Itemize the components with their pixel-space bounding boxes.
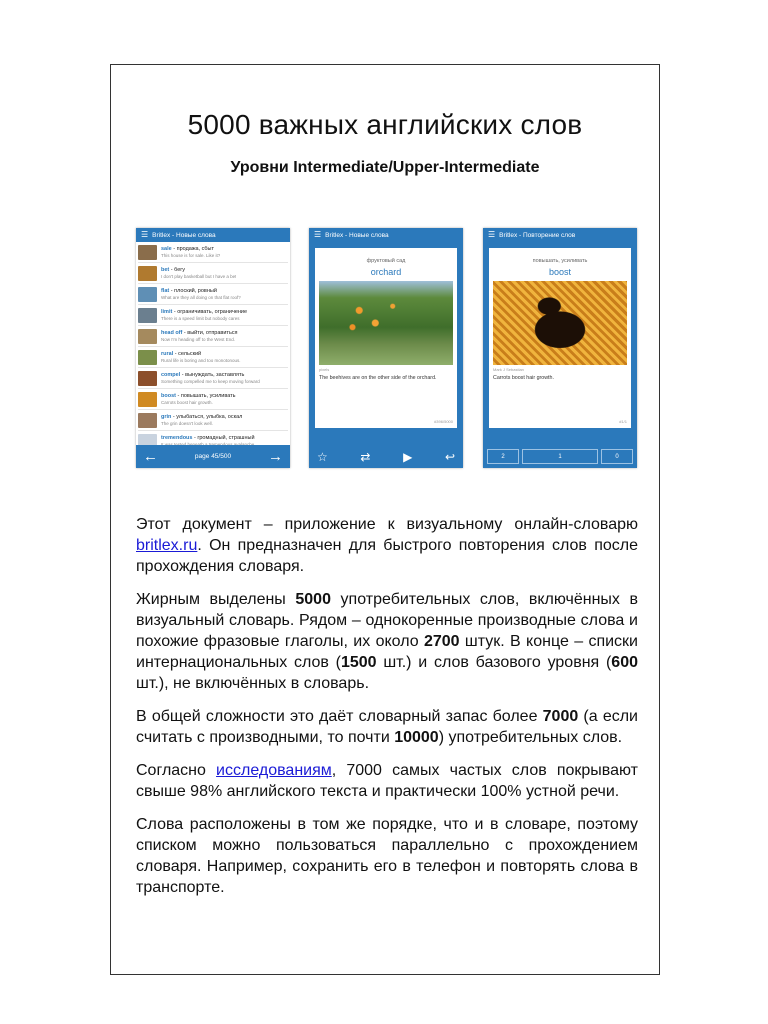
card-word: boost [548, 267, 572, 277]
list-item-text [161, 330, 238, 341]
word-translation: - вынуждать, заставлять [180, 372, 245, 379]
card-example: Carrots boost hair growth. [493, 375, 554, 381]
hamburger-icon: ☰ [141, 230, 149, 239]
list-item-word [161, 393, 236, 399]
paragraph-research [136, 760, 638, 802]
bold-number: 10000 [394, 729, 439, 746]
list-item-example: What are they all doing on that flat roof? [161, 294, 241, 300]
word-thumbnail [138, 350, 157, 365]
word: limit [161, 309, 173, 316]
arrow-right-icon[interactable]: → [268, 448, 283, 465]
app-header [136, 228, 290, 242]
list-item-text [161, 246, 220, 257]
text-span: , 7000 самых частых слов покрывают свыше 98% английского текста и практически 100% устной речи. [136, 762, 638, 800]
repeat-icon[interactable]: ⇄ [360, 449, 371, 464]
image-credit: pixels [319, 367, 330, 372]
card-area [309, 242, 463, 445]
word-translation: - бегу [169, 267, 186, 274]
list-item-text [161, 372, 260, 383]
card-number: #396/5000 [434, 419, 453, 424]
word-thumbnail [138, 371, 157, 386]
screenshot-word-list [136, 228, 290, 468]
card-translation: фруктовый сад [366, 258, 406, 264]
word-card [315, 248, 457, 428]
text-span: Жирным выделены [136, 591, 296, 608]
list-item-text [161, 414, 242, 425]
word: grin [161, 414, 172, 421]
text-span: (а если считать с производными, то почти [136, 708, 638, 746]
card-area [483, 242, 637, 445]
word-translation: - выйти, отправиться [182, 330, 238, 337]
document-title: 5000 важных английских слов [187, 109, 583, 140]
rating-button-2[interactable]: 2 [487, 449, 519, 464]
list-item-example: I don't play basketball but I have a bet [161, 273, 237, 279]
word: bet [161, 267, 170, 274]
star-icon[interactable]: ☆ [317, 449, 328, 464]
list-item[interactable] [138, 410, 288, 431]
list-item[interactable] [138, 389, 288, 410]
card-toolbar [309, 445, 463, 468]
bold-number: 1500 [340, 654, 377, 671]
card-word: orchard [370, 267, 402, 277]
list-item-text [161, 351, 241, 362]
image-credit: Mark J Sebastian [493, 367, 524, 372]
word: head off [161, 330, 183, 337]
word-thumbnail [138, 245, 157, 260]
app-header-title: Britlex - Новые слова [325, 231, 389, 239]
list-item-example: This house is for sale. Like it? [161, 252, 221, 258]
list-item-example: Carrots boost hair growth. [161, 399, 213, 405]
bold-number: 5000 [295, 591, 331, 608]
app-header [483, 228, 637, 242]
hamburger-icon: ☰ [314, 230, 322, 239]
word-translation: - плоский, ровный [169, 288, 217, 295]
word: flat [161, 288, 170, 295]
list-item-word [161, 414, 242, 420]
paragraph-vocabulary [136, 706, 638, 748]
word-translation: - ограничивать, ограничение [172, 309, 248, 316]
screenshot-review-card [483, 228, 637, 468]
research-link[interactable]: исследованиям [216, 762, 332, 779]
word: rural [161, 351, 174, 358]
play-icon[interactable]: ▶ [403, 449, 413, 464]
list-item-word [161, 246, 220, 252]
app-header-title: Britlex - Новые слова [152, 231, 216, 239]
list-item[interactable] [138, 326, 288, 347]
text-span: употребительных слов, включённых в визуальный словарь. Рядом – однокоренные производные слова и похожие фразовые глаголы, их около [136, 591, 638, 650]
arrow-left-icon[interactable]: ← [143, 448, 158, 465]
word-thumbnail [138, 413, 157, 428]
app-header [309, 228, 463, 242]
text-span: В общей сложности это даёт словарный запас более [136, 708, 543, 725]
word-thumbnail [138, 308, 157, 323]
list-item-example: There is a speed limit but nobody cares [161, 315, 240, 321]
word-translation: - громадный, страшный [192, 435, 255, 442]
pager-bar [136, 445, 290, 468]
list-item[interactable] [138, 263, 288, 284]
return-icon[interactable]: ↩ [444, 449, 455, 464]
word-thumbnail [138, 266, 157, 281]
bold-number: 600 [611, 654, 638, 671]
word-thumbnail [138, 392, 157, 407]
text-span: шт.) и слов базового уровня ( [376, 654, 612, 671]
orchard-image [319, 281, 453, 365]
review-card [489, 248, 631, 428]
card-example: The beehives are on the other side of the orchard. [319, 375, 437, 381]
hamburger-icon: ☰ [488, 230, 496, 239]
list-item-text [161, 288, 241, 299]
word: compel [161, 372, 181, 379]
bold-number: 2700 [423, 633, 460, 650]
list-item-example: Something compelled me to keep moving forward [161, 378, 260, 384]
text-span: . Он предназначен для быстрого повторения слов после прохождения словаря. [136, 537, 638, 575]
rating-bar [483, 445, 637, 468]
word-thumbnail [138, 329, 157, 344]
page-indicator: page 45/500 [194, 453, 232, 460]
text-span: ) употребительных слов. [438, 729, 623, 746]
rating-button-1[interactable]: 1 [522, 449, 598, 464]
list-item-example: Now I'm heading off to the West End. [161, 336, 235, 342]
card-number: #1/1 [619, 419, 627, 424]
britlex-link[interactable]: britlex.ru [136, 537, 198, 554]
paragraph-usage: Слова расположены в том же порядке, что и в словаре, поэтому списком можно пользоваться параллельно с прохождением словаря. Например, сохранить его в телефон и повторять слова в транспорте. [136, 816, 638, 896]
list-item-word [161, 435, 255, 441]
list-item[interactable] [138, 305, 288, 326]
text-span: Согласно [136, 762, 217, 779]
word-translation: - повышать, усиливать [175, 393, 236, 400]
word-list [136, 242, 290, 452]
list-item[interactable] [138, 368, 288, 389]
document-subtitle: Уровни Intermediate/Upper-Intermediate [230, 159, 540, 176]
app-header-title: Britlex - Повторение слов [499, 231, 576, 239]
boost-image [493, 281, 627, 365]
document-page [110, 64, 660, 975]
screenshot-word-card [309, 228, 463, 468]
word: tremendous [161, 435, 193, 442]
list-item-example: The grin doesn't look well. [161, 420, 213, 426]
list-item-text [161, 267, 236, 278]
word-translation: - сельский [173, 351, 202, 358]
list-item-text [161, 393, 236, 404]
list-item-word [161, 309, 247, 315]
card-translation: повышать, усиливать [532, 258, 588, 264]
word: boost [161, 393, 176, 400]
list-item-text [161, 309, 247, 320]
list-item[interactable] [138, 347, 288, 368]
document-body [136, 514, 638, 910]
rating-button-0[interactable]: 0 [601, 449, 633, 464]
list-item-word [161, 330, 238, 336]
text-span: штук. В конце – списки интернациональных слов ( [136, 633, 638, 671]
bold-number: 7000 [542, 708, 579, 725]
list-item[interactable] [138, 284, 288, 305]
word: sale [161, 246, 172, 253]
list-item[interactable] [138, 242, 288, 263]
list-item-example: Rural life is boring and too monotonous. [161, 357, 241, 363]
word-thumbnail [138, 287, 157, 302]
paragraph-intro [136, 514, 638, 577]
text-span: Этот документ – приложение к визуальному онлайн-словарю [136, 516, 638, 533]
word-translation: - продажа, сбыт [171, 246, 215, 253]
word-translation: - улыбаться, улыбка, оскал [171, 414, 243, 421]
text-span: шт.), не включённых в словарь. [136, 675, 370, 692]
paragraph-bold-words [136, 589, 638, 694]
